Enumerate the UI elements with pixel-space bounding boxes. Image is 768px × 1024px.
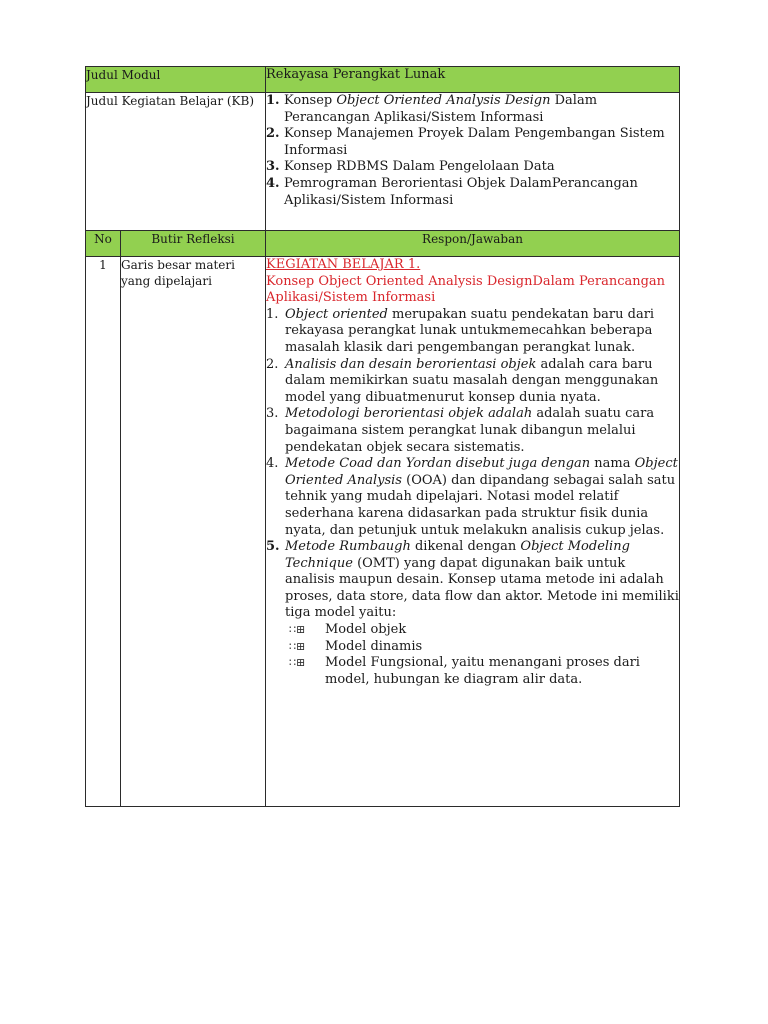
response-item-emphasis: Object Modeling Technique: [285, 539, 630, 571]
response-item-number: 1.: [266, 306, 279, 322]
response-item-text: dikenal dengan: [410, 539, 521, 555]
column-header-row: [86, 231, 680, 257]
response-item-emphasis: Analisis dan desain berorientasi objek: [285, 356, 537, 372]
response-item-text: adalah cara baru dalam memikirkan suatu masalah dengan menggunakan model yang dibuatmenurut konsep dunia nyata.: [285, 356, 659, 405]
table-bullet-icon: ∷⊞: [289, 639, 306, 653]
kegiatan-row: [86, 93, 680, 231]
response-item-emphasis: Metode Rumbaugh: [285, 539, 411, 555]
kegiatan-list: [266, 93, 679, 209]
model-item-text: Model dinamis: [325, 638, 423, 654]
response-item-text: merupakan suatu pendekatan baru dari rekayasa perangkat lunak untukmemecahkan beberapa masalah klasik dari pengembangan perangkat lunak.: [285, 306, 655, 355]
response-item-emphasis: Metode Coad dan Yordan disebut juga dengan: [285, 456, 591, 472]
kegiatan-item-text: Konsep RDBMS Dalam Pengelolaan Data: [284, 159, 555, 175]
response-item-emphasis: Metodologi berorientasi objek adalah: [285, 406, 533, 422]
kegiatan-item-text: Konsep Manajemen Proyek Dalam Pengembangan Sistem Informasi: [284, 126, 665, 158]
response-item: [266, 456, 679, 539]
kegiatan-list-cell: [266, 93, 680, 231]
kegiatan-item-number: 3.: [266, 159, 280, 175]
kegiatan-item-number: 4.: [266, 175, 280, 191]
table-row: [86, 257, 680, 807]
response-item-emphasis: Object Oriented Analysis: [285, 456, 678, 488]
kegiatan-item-number: 1.: [266, 93, 280, 108]
row-number: 1: [86, 257, 121, 807]
table-bullet-icon: ∷⊞: [289, 656, 306, 670]
model-item: [285, 655, 679, 688]
judul-modul-row: [86, 67, 680, 93]
column-header-no: No: [86, 231, 121, 257]
response-item: [266, 357, 679, 407]
kegiatan-label: Judul Kegiatan Belajar (KB): [86, 93, 266, 231]
kegiatan-item-text: Pemrograman Berorientasi Objek DalamPerancangan Aplikasi/Sistem Informasi: [284, 175, 638, 208]
response-item: [266, 307, 679, 357]
response-item-text: nama: [590, 456, 635, 472]
judul-modul-value: Rekayasa Perangkat Lunak: [266, 67, 680, 93]
kegiatan-item: [266, 176, 679, 209]
response-list: [266, 307, 679, 689]
column-header-respon: Respon/Jawaban: [266, 231, 680, 257]
table-bullet-icon: ∷⊞: [289, 623, 306, 637]
response-item-number: 4.: [266, 456, 279, 472]
response-item-emphasis: Object oriented: [285, 306, 388, 322]
model-item: [285, 622, 679, 639]
judul-modul-label: Judul Modul: [86, 67, 266, 93]
response-item: [266, 539, 679, 688]
kegiatan-item-text: Dalam Perancangan Aplikasi/Sistem Informasi: [284, 93, 598, 125]
response-item-text: (OOA) dan dipandang sebagai salah satu tehnik yang mudah dipelajari. Notasi model relatif sederhana karena didasarkan pada struktur fisik dunia nyata, dan petunjuk untuk melakukn analisis cukup jelas.: [285, 472, 676, 538]
response-item-number: 5.: [266, 539, 280, 555]
kegiatan-item-number: 2.: [266, 126, 280, 142]
kegiatan-item: [266, 159, 679, 176]
kegiatan-item: [266, 126, 679, 159]
kegiatan-item-text: Konsep: [284, 93, 337, 108]
model-item-text: Model objek: [325, 622, 407, 638]
response-item-number: 3.: [266, 406, 279, 422]
response-item-text: (OMT) yang dapat digunakan baik untuk analisis maupun desain. Konsep utama metode ini adalah proses, data store, data flow dan aktor. Metode ini memiliki tiga model yaitu:: [285, 555, 679, 621]
column-header-butir: Butir Refleksi: [121, 231, 266, 257]
model-item: [285, 639, 679, 656]
response-item-text: adalah suatu cara bagaimana sistem perangkat lunak dibangun melalui pendekatan objek secara sistematis.: [285, 406, 655, 455]
model-item-text: Model Fungsional, yaitu menangani proses dari model, hubungan ke diagram alir data.: [325, 655, 640, 687]
response-item-number: 2.: [266, 356, 279, 372]
response-item: [266, 406, 679, 456]
row-response: [266, 257, 680, 807]
kb-subtitle: Konsep Object Oriented Analysis DesignDalam Perancangan Aplikasi/Sistem Informasi: [266, 273, 666, 306]
row-butir: Garis besar materi yang dipelajari: [121, 257, 266, 807]
kegiatan-item-emphasis: Object Oriented Analysis Design: [336, 93, 551, 108]
model-list: [285, 622, 679, 688]
reflection-table: [85, 66, 680, 807]
kegiatan-item: [266, 93, 679, 126]
kb-title: KEGIATAN BELAJAR 1.: [266, 257, 421, 272]
